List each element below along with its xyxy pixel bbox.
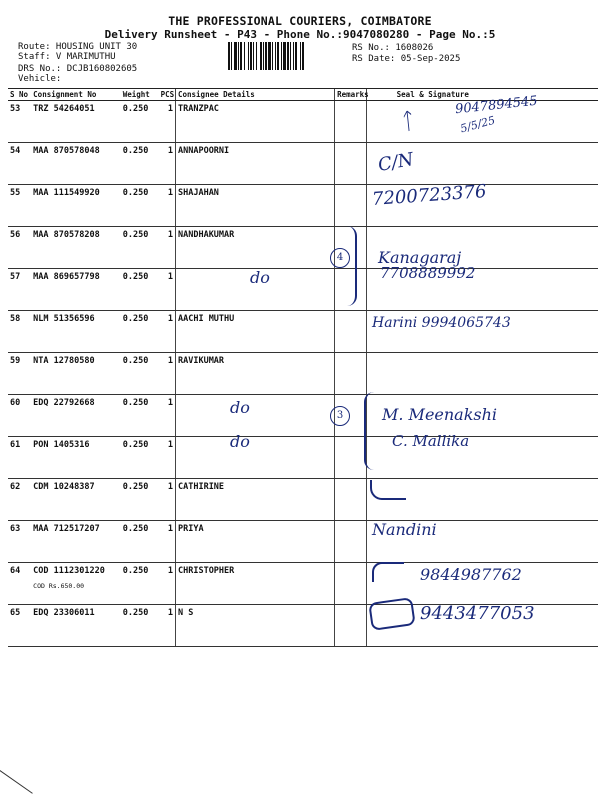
cell-sno bbox=[8, 395, 31, 437]
cell-signature bbox=[366, 395, 598, 437]
cell-consignment bbox=[31, 227, 121, 269]
cell-sno-text: 54 bbox=[10, 146, 21, 156]
cell-sno-text: 59 bbox=[10, 356, 21, 366]
cell-sno bbox=[8, 605, 31, 647]
cell-consignee-text: AACHI MUTHU bbox=[177, 314, 235, 324]
bracket-mark-1 bbox=[347, 226, 357, 306]
cell-weight bbox=[121, 353, 159, 395]
cell-pcs-text: 1 bbox=[167, 356, 173, 366]
cell-consignment-text: MAA 869657798 bbox=[33, 272, 100, 282]
cell-weight-text: 0.250 bbox=[122, 482, 149, 492]
cell-consignee bbox=[175, 437, 334, 479]
signature-scribble-3 bbox=[372, 562, 404, 582]
cell-consignment bbox=[31, 185, 121, 227]
cell-sno-text: 58 bbox=[10, 314, 21, 324]
col-consignee: Consignee Details bbox=[175, 89, 334, 101]
handwritten-name-4: C. Mallika bbox=[392, 432, 470, 450]
handwritten-name-2: Harini 9994065743 bbox=[372, 315, 511, 331]
cell-sno bbox=[8, 563, 31, 605]
cell-remarks bbox=[335, 437, 367, 479]
bracket-mark-2 bbox=[364, 392, 374, 470]
staff-label: Staff: V MARIMUTHU bbox=[18, 52, 116, 62]
table-row bbox=[8, 479, 598, 521]
table-row bbox=[8, 311, 598, 353]
handwritten-name-1: Kanagaraj bbox=[378, 248, 462, 267]
cell-weight bbox=[121, 395, 159, 437]
cell-remarks bbox=[335, 353, 367, 395]
cell-pcs bbox=[159, 269, 176, 311]
circled-number-4: 4 bbox=[330, 248, 350, 268]
cell-remarks bbox=[335, 521, 367, 563]
cell-sno-text: 62 bbox=[10, 482, 21, 492]
cell-signature bbox=[366, 521, 598, 563]
cell-weight-text: 0.250 bbox=[122, 608, 149, 618]
cell-pcs bbox=[159, 311, 176, 353]
cell-pcs bbox=[159, 479, 176, 521]
cell-consignee bbox=[175, 227, 334, 269]
cell-consignment bbox=[31, 353, 121, 395]
circled-number-3: 3 bbox=[330, 406, 350, 426]
cell-weight-text: 0.250 bbox=[122, 272, 149, 282]
handwritten-date: 5/5/25 bbox=[458, 113, 497, 136]
cell-pcs bbox=[159, 437, 176, 479]
cell-weight bbox=[121, 185, 159, 227]
cell-consignee-text: N S bbox=[177, 608, 194, 618]
cell-signature bbox=[366, 311, 598, 353]
table-row bbox=[8, 143, 598, 185]
cell-signature bbox=[366, 227, 598, 269]
cell-sno-text: 61 bbox=[10, 440, 21, 450]
cell-weight-text: 0.250 bbox=[122, 188, 149, 198]
col-signature: Seal & Signature bbox=[366, 89, 598, 101]
col-consignment: Consignment No bbox=[31, 89, 121, 101]
table-row bbox=[8, 605, 598, 647]
handwritten-ditto-3: do bbox=[230, 432, 250, 451]
cell-consignment-text: NLM 51356596 bbox=[33, 314, 95, 324]
cell-pcs bbox=[159, 521, 176, 563]
cell-pcs bbox=[159, 101, 176, 143]
cell-consignee-text: NANDHAKUMAR bbox=[177, 230, 235, 240]
cell-consignment-text: MAA 712517207 bbox=[33, 524, 100, 534]
handwritten-phone-3: 7708889992 bbox=[380, 264, 476, 282]
cell-consignee-text: TRANZPAC bbox=[177, 104, 219, 114]
runsheet-title: Delivery Runsheet - P43 - Phone No.:9047080280 - Page No.:5 bbox=[104, 28, 496, 41]
cell-consignee bbox=[175, 101, 334, 143]
cell-pcs-text: 1 bbox=[167, 566, 173, 576]
cell-sno bbox=[8, 353, 31, 395]
cell-consignee bbox=[175, 479, 334, 521]
signature-scribble-1 bbox=[370, 480, 406, 500]
cell-sno-text: 57 bbox=[10, 272, 21, 282]
cell-weight bbox=[121, 143, 159, 185]
rs-date: RS Date: 05-Sep-2025 bbox=[352, 54, 461, 64]
handwritten-phone-5: 9443477053 bbox=[420, 603, 535, 624]
handwritten-cn: C/N bbox=[376, 149, 416, 176]
cell-pcs bbox=[159, 227, 176, 269]
cell-consignment bbox=[31, 437, 121, 479]
cell-sno-text: 56 bbox=[10, 230, 21, 240]
cell-signature bbox=[366, 185, 598, 227]
cell-sno-text: 53 bbox=[10, 104, 21, 114]
cell-weight-text: 0.250 bbox=[122, 104, 149, 114]
cell-pcs bbox=[159, 563, 176, 605]
table-row bbox=[8, 101, 598, 143]
table-row bbox=[8, 563, 598, 605]
cell-pcs-text: 1 bbox=[167, 104, 173, 114]
cell-consignee bbox=[175, 269, 334, 311]
cell-pcs bbox=[159, 185, 176, 227]
vehicle-label: Vehicle: bbox=[18, 74, 62, 84]
cell-pcs-text: 1 bbox=[167, 482, 173, 492]
barcode-bar bbox=[304, 42, 305, 70]
cell-signature bbox=[366, 269, 598, 311]
cell-consignment-text: PON 1405316 bbox=[33, 440, 90, 450]
company-title: THE PROFESSIONAL COURIERS, COIMBATORE bbox=[168, 14, 432, 28]
cell-weight bbox=[121, 437, 159, 479]
drs-label: DRS No.: DCJB160802605 bbox=[18, 64, 138, 74]
cell-consignee bbox=[175, 563, 334, 605]
cell-weight bbox=[121, 227, 159, 269]
cell-consignee-text: SHAJAHAN bbox=[177, 188, 219, 198]
handwritten-ditto-1: do bbox=[250, 268, 270, 287]
cell-consignee bbox=[175, 311, 334, 353]
handwritten-phone-2: 7200723376 bbox=[371, 181, 488, 210]
cell-consignment-text: CDM 10248387 bbox=[33, 482, 95, 492]
cell-weight-text: 0.250 bbox=[122, 146, 149, 156]
cell-consignee bbox=[175, 521, 334, 563]
table-row bbox=[8, 521, 598, 563]
table-row bbox=[8, 269, 598, 311]
cell-consignment bbox=[31, 269, 121, 311]
cell-sno-text: 64 bbox=[10, 566, 21, 576]
cell-pcs-text: 1 bbox=[167, 440, 173, 450]
cell-sno bbox=[8, 227, 31, 269]
cod-amount: COD Rs.650.00 bbox=[33, 582, 85, 590]
cell-pcs bbox=[159, 605, 176, 647]
handwritten-tick: ᛏ bbox=[396, 108, 418, 137]
table-row bbox=[8, 437, 598, 479]
cell-remarks bbox=[335, 605, 367, 647]
cell-remarks bbox=[335, 479, 367, 521]
cell-consignee-text: RAVIKUMAR bbox=[177, 356, 225, 366]
cell-weight-text: 0.250 bbox=[122, 524, 149, 534]
runsheet-table bbox=[8, 88, 598, 647]
cell-consignee-text: ANNAPOORNI bbox=[177, 146, 230, 156]
cell-consignment bbox=[31, 479, 121, 521]
cell-pcs bbox=[159, 353, 176, 395]
cell-pcs-text: 1 bbox=[167, 230, 173, 240]
cell-pcs-text: 1 bbox=[167, 272, 173, 282]
cell-consignee-text: CHRISTOPHER bbox=[177, 566, 235, 576]
col-pcs: PCS bbox=[160, 90, 175, 99]
cell-pcs-text: 1 bbox=[167, 398, 173, 408]
cell-consignment-text: COD 1112301220 bbox=[33, 566, 105, 576]
table-row bbox=[8, 227, 598, 269]
cell-consignment-text: MAA 870578048 bbox=[33, 146, 100, 156]
cell-weight bbox=[121, 521, 159, 563]
cell-weight bbox=[121, 563, 159, 605]
handwritten-name-3: M. Meenakshi bbox=[382, 405, 498, 424]
cell-weight-text: 0.250 bbox=[122, 398, 149, 408]
cell-pcs bbox=[159, 395, 176, 437]
col-remarks: Remarks bbox=[335, 89, 367, 101]
cell-consignment bbox=[31, 101, 121, 143]
cell-consignment-text: TRZ 54264051 bbox=[33, 104, 95, 114]
cell-sno-text: 55 bbox=[10, 188, 21, 198]
cell-weight-text: 0.250 bbox=[122, 356, 149, 366]
cell-weight-text: 0.250 bbox=[122, 440, 149, 450]
col-sno: S No bbox=[8, 89, 31, 101]
cell-sno bbox=[8, 437, 31, 479]
cell-consignment bbox=[31, 143, 121, 185]
cell-remarks bbox=[335, 143, 367, 185]
cell-consignment bbox=[31, 311, 121, 353]
cell-remarks bbox=[335, 563, 367, 605]
page-fold-line bbox=[0, 770, 33, 794]
cell-pcs bbox=[159, 143, 176, 185]
cell-signature bbox=[366, 143, 598, 185]
table-row bbox=[8, 185, 598, 227]
cell-sno-text: 60 bbox=[10, 398, 21, 408]
cell-consignee bbox=[175, 395, 334, 437]
rs-number: RS No.: 1608026 bbox=[352, 43, 434, 53]
cell-remarks bbox=[335, 101, 367, 143]
cell-sno bbox=[8, 311, 31, 353]
cell-sno bbox=[8, 269, 31, 311]
route-label: Route: HOUSING UNIT 30 bbox=[18, 42, 138, 52]
cell-consignment-text: MAA 111549920 bbox=[33, 188, 100, 198]
cell-signature bbox=[366, 437, 598, 479]
cell-pcs-text: 1 bbox=[167, 188, 173, 198]
cell-consignee-text: CATHIRINE bbox=[177, 482, 225, 492]
cell-weight bbox=[121, 311, 159, 353]
handwritten-ditto-2: do bbox=[230, 398, 250, 417]
cell-signature bbox=[366, 353, 598, 395]
table-row bbox=[8, 353, 598, 395]
cell-sno bbox=[8, 479, 31, 521]
cell-weight bbox=[121, 479, 159, 521]
cell-consignment-text: EDQ 23306011 bbox=[33, 608, 95, 618]
cell-weight bbox=[121, 101, 159, 143]
cell-weight bbox=[121, 269, 159, 311]
cell-consignment bbox=[31, 521, 121, 563]
cell-pcs-text: 1 bbox=[167, 608, 173, 618]
cell-consignment-text: MAA 870578208 bbox=[33, 230, 100, 240]
cell-consignment bbox=[31, 563, 121, 605]
cell-weight bbox=[121, 605, 159, 647]
cell-consignment bbox=[31, 395, 121, 437]
cell-weight-text: 0.250 bbox=[122, 566, 149, 576]
handwritten-phone-1: 9047894545 bbox=[454, 93, 539, 118]
cell-sno bbox=[8, 521, 31, 563]
cell-remarks bbox=[335, 311, 367, 353]
handwritten-phone-4: 9844987762 bbox=[420, 565, 522, 584]
cell-weight-text: 0.250 bbox=[122, 230, 149, 240]
cell-signature bbox=[366, 101, 598, 143]
cell-sno bbox=[8, 101, 31, 143]
cell-consignee-text: PRIYA bbox=[177, 524, 204, 534]
barcode bbox=[228, 42, 348, 70]
table-row bbox=[8, 395, 598, 437]
cell-consignee bbox=[175, 143, 334, 185]
cell-pcs-text: 1 bbox=[167, 314, 173, 324]
cell-remarks bbox=[335, 185, 367, 227]
cell-consignee bbox=[175, 185, 334, 227]
col-weight: Weight bbox=[121, 89, 159, 101]
cell-consignee bbox=[175, 605, 334, 647]
table-header-row bbox=[8, 89, 598, 101]
cell-sno bbox=[8, 143, 31, 185]
cell-consignee bbox=[175, 353, 334, 395]
cell-sno-text: 65 bbox=[10, 608, 21, 618]
cell-consignment-text: NTA 12780580 bbox=[33, 356, 95, 366]
cell-consignment-text: EDQ 22792668 bbox=[33, 398, 95, 408]
handwritten-name-5: Nandini bbox=[372, 520, 437, 539]
cell-consignment bbox=[31, 605, 121, 647]
cell-pcs-text: 1 bbox=[167, 524, 173, 534]
cell-sno bbox=[8, 185, 31, 227]
cell-pcs-text: 1 bbox=[167, 146, 173, 156]
cell-weight-text: 0.250 bbox=[122, 314, 149, 324]
cell-sno-text: 63 bbox=[10, 524, 21, 534]
